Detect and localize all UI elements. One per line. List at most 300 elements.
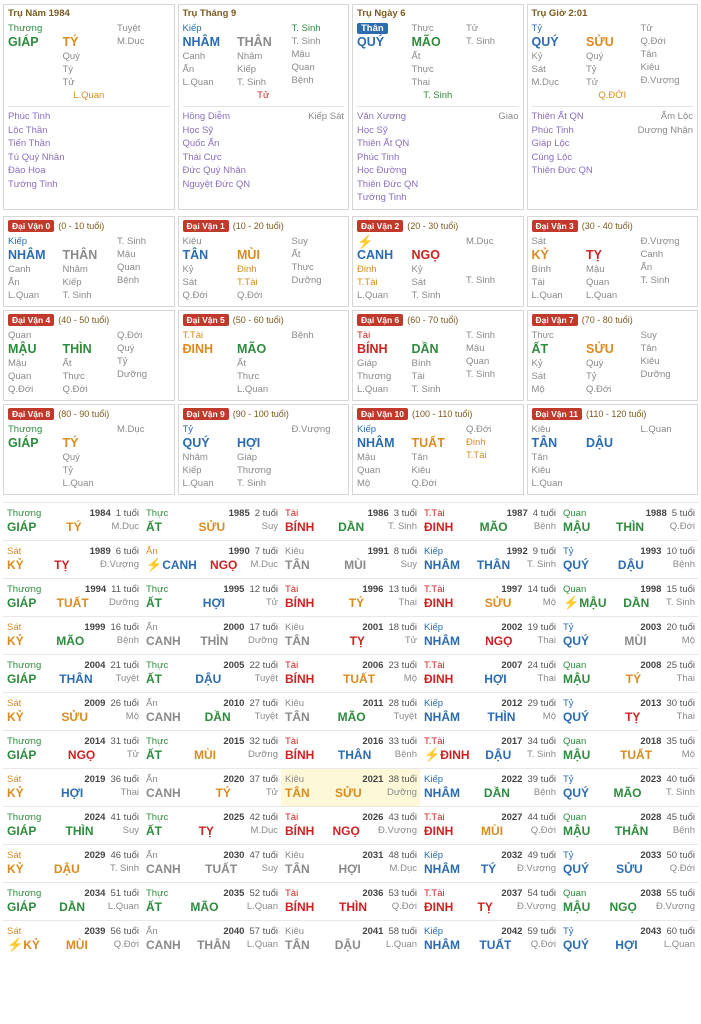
year-cell-1987[interactable] <box>420 502 559 540</box>
year-cell-top-2035 <box>146 887 278 900</box>
year-row-9 <box>3 844 698 882</box>
year-number-2041: 2041 <box>362 925 384 937</box>
year-cell-2020[interactable] <box>142 768 281 806</box>
year-god-2001: Kiêu <box>285 621 305 633</box>
year-stem-2039: KỶ <box>23 937 40 952</box>
year-phase-2026: Đ.Vượng <box>378 824 417 836</box>
year-cell-2031[interactable] <box>281 844 420 882</box>
year-cell-2011[interactable] <box>281 692 420 730</box>
year-cell-bottom-2019 <box>7 786 139 800</box>
luck-pillar-card-8[interactable] <box>3 404 175 495</box>
luck-5-col1-line-0: T.Tài <box>182 329 204 341</box>
year-number-1991: 1991 <box>367 545 389 557</box>
year-god-2017: T.Tài <box>424 735 445 747</box>
luck-pillar-card-11[interactable] <box>527 404 699 495</box>
luck-3-col2-line-4: L.Quan <box>586 289 618 301</box>
year-phase-2042: Q.Đới <box>530 938 556 950</box>
year-cell-bottom-2005 <box>146 672 278 686</box>
year-cell-1997[interactable] <box>420 578 559 616</box>
star-left-4: Học Đường <box>357 165 407 176</box>
year-phase-2017: T. Sinh <box>526 748 556 760</box>
year-cell-2040[interactable] <box>142 920 281 958</box>
year-cell-top-2041 <box>285 925 417 938</box>
year-age-1989: 6 tuổi <box>115 545 139 557</box>
year-cell-bottom-2020 <box>146 786 278 800</box>
luck-1-col1-line-1: TÂN <box>182 247 209 262</box>
year-age-2000: 17 tuổi <box>249 621 278 633</box>
year-branch-2004: THÂN <box>59 671 93 686</box>
year-age-2022: 39 tuổi <box>527 773 556 785</box>
luck-pillar-card-4[interactable] <box>3 310 175 401</box>
year-cell-2037[interactable] <box>420 882 559 920</box>
pillar-2-col2-line-3: Thực <box>411 64 434 75</box>
year-cell-2003[interactable] <box>559 616 698 654</box>
luck-9-col3-blank-3 <box>292 462 345 475</box>
luck-10-col2-line-4: Q.Đới <box>411 477 437 489</box>
year-phase-1999: Bệnh <box>116 634 139 646</box>
luck-1-col2 <box>237 235 290 302</box>
year-stem-2002: NHÂM <box>424 633 460 648</box>
year-cell-2010[interactable] <box>142 692 281 730</box>
luck-10-col3-line-0: Q.Đới <box>466 423 492 435</box>
year-branch-2024: THÌN <box>65 823 94 838</box>
year-branch-2022: DẦN <box>483 785 510 800</box>
year-age-2013: 30 tuổi <box>666 697 695 709</box>
year-number-2013: 2013 <box>640 697 662 709</box>
luck-8-col2-line-2: Quý <box>62 451 80 463</box>
luck-10-col3-line-1: Đinh <box>466 436 486 448</box>
year-phase-2004: Tuyệt <box>115 672 139 684</box>
year-number-1986: 1986 <box>367 507 389 519</box>
year-god-2037: T.Tài <box>424 887 445 899</box>
year-cell-2000[interactable] <box>142 616 281 654</box>
year-stem-1992: NHÂM <box>424 557 460 572</box>
year-cell-bottom-2031 <box>285 862 417 876</box>
pillar-2-divider <box>357 106 519 107</box>
luck-3-col1-line-1: KỶ <box>531 247 549 262</box>
year-cell-2033[interactable] <box>559 844 698 882</box>
luck-6-col1-line-2: Giáp <box>357 357 378 369</box>
year-row-3 <box>3 616 698 654</box>
luck-4-col3-line-1: Quý <box>117 342 135 354</box>
star-left-0: Phúc Tinh <box>8 111 51 122</box>
luck-5-col3-blank-1 <box>292 342 345 355</box>
year-cell-top-1985 <box>146 507 278 520</box>
luck-pillar-range-10: (100 - 110 tuổi) <box>412 408 473 419</box>
luck-pillar-card-9[interactable] <box>178 404 350 495</box>
year-age-2041: 58 tuổi <box>388 925 417 937</box>
pillar-0-col3-blank-2 <box>117 48 170 61</box>
year-branch-2020: TÝ <box>215 785 231 800</box>
pillar-card-2[interactable] <box>352 4 524 210</box>
luck-pillar-card-6[interactable] <box>352 310 524 401</box>
year-cell-2028[interactable] <box>559 806 698 844</box>
year-age-2012: 29 tuổi <box>527 697 556 709</box>
year-cell-2018[interactable] <box>559 730 698 768</box>
year-stem-1998: MẬU <box>579 595 607 610</box>
luck-pillar-card-1[interactable] <box>178 216 350 307</box>
pillar-card-1[interactable] <box>178 4 350 210</box>
year-branch-2038: NGỌ <box>609 899 637 914</box>
luck-4-col2-line-2: Ất <box>62 357 72 369</box>
luck-pillar-range-0: (0 - 10 tuổi) <box>58 220 105 231</box>
luck-5-col2 <box>237 329 290 396</box>
year-cell-2013[interactable] <box>559 692 698 730</box>
year-cell-1993[interactable] <box>559 540 698 578</box>
year-god-2020: Ấn <box>146 773 158 785</box>
year-number-2000: 2000 <box>223 621 245 633</box>
luck-7-col1-line-0: Thực <box>531 329 554 341</box>
year-cell-2014[interactable] <box>3 730 142 768</box>
year-branch-1997: SỬU <box>484 595 512 610</box>
year-cell-2006[interactable] <box>281 654 420 692</box>
luck-6-col3-line-3: T. Sinh <box>466 368 496 380</box>
luck-pillars-grid <box>3 216 698 495</box>
pillar-2-col1-tag-0: Thân <box>357 22 410 35</box>
year-god-2002: Kiếp <box>424 621 444 633</box>
year-number-2032: 2032 <box>501 849 523 861</box>
luck-pillar-card-2[interactable] <box>352 216 524 307</box>
year-row-0 <box>3 502 698 540</box>
year-god-2010: Ấn <box>146 697 158 709</box>
year-phase-2023: T. Sinh <box>665 786 695 798</box>
year-cell-2027[interactable] <box>420 806 559 844</box>
luck-5-col3-line-0: Bệnh <box>291 329 314 341</box>
year-branch-2027: MÙI <box>481 823 504 838</box>
year-cell-top-2024 <box>7 811 139 824</box>
year-cell-2030[interactable] <box>142 844 281 882</box>
luck-1-col1-line-3: Sát <box>182 276 197 288</box>
year-cell-top-2016 <box>285 735 417 748</box>
year-cell-2012[interactable] <box>420 692 559 730</box>
year-stem-2012: NHÂM <box>424 709 460 724</box>
year-age-2018: 35 tuổi <box>666 735 695 747</box>
year-cell-2043[interactable] <box>559 920 698 958</box>
year-cell-top-2034 <box>7 887 139 900</box>
year-age-1986: 3 tuổi <box>393 507 417 519</box>
star-left-3: Cúng Lộc <box>531 151 573 163</box>
year-phase-2016: Bệnh <box>394 748 417 760</box>
year-cell-2025[interactable] <box>142 806 281 844</box>
year-branch-2031: HỢI <box>338 861 361 876</box>
year-branch-1994: TUẤT <box>56 595 89 610</box>
pillar-1-star-row-5 <box>183 178 345 192</box>
year-age-2021: 38 tuổi <box>388 773 417 785</box>
star-left-1: Học Sỹ <box>357 124 388 136</box>
year-phase-2009: Mộ <box>125 710 139 722</box>
year-cell-1996[interactable] <box>281 578 420 616</box>
year-branch-2013: TỴ <box>625 709 641 724</box>
luck-4-col2-line-3: Thực <box>62 370 85 382</box>
year-branch-1990: NGỌ <box>210 557 238 572</box>
luck-11-col1-line-2: Tân <box>531 451 548 463</box>
luck-4-col2 <box>63 329 116 396</box>
luck-pillar-card-3[interactable] <box>527 216 699 307</box>
year-stem-2015: ẤT <box>146 747 162 762</box>
year-age-1994: 11 tuổi <box>111 583 139 595</box>
pillar-2-col2-line-2: Ất <box>411 51 421 62</box>
year-phase-2034: L.Quan <box>107 900 139 912</box>
luck-pillar-badge-7: Đại Vận 7 <box>532 314 578 326</box>
pillar-0-col1-blank-4 <box>8 76 61 89</box>
year-branch-2030: TUẤT <box>205 861 238 876</box>
year-branch-2014: NGỌ <box>67 747 96 762</box>
luck-2-col2-line-4: T. Sinh <box>411 289 441 301</box>
luck-7-col2-line-1: SỬU <box>586 341 614 356</box>
year-cell-1988[interactable] <box>559 502 698 540</box>
year-cell-bottom-1988 <box>563 520 695 534</box>
luck-8-col1-blank-2 <box>8 451 61 464</box>
lightning-icon: ⚡ <box>7 936 24 952</box>
luck-pillar-header-0 <box>8 220 170 232</box>
year-cell-top-2001 <box>285 621 417 634</box>
year-phase-2033: Q.Đới <box>669 862 695 874</box>
year-phase-1993: Bệnh <box>672 558 695 570</box>
year-stem-2022: NHÂM <box>424 785 460 800</box>
pillar-1-col2-line-1: THÂN <box>237 35 272 49</box>
pillar-2-col2-line-0: Thực <box>411 23 434 34</box>
year-cell-2019[interactable] <box>3 768 142 806</box>
year-row-8 <box>3 806 698 844</box>
year-cell-1984[interactable] <box>3 502 142 540</box>
pillar-1-divider <box>183 106 345 107</box>
year-phase-2032: Đ.Vượng <box>517 862 556 874</box>
luck-pillar-card-7[interactable] <box>527 310 699 401</box>
year-cell-2024[interactable] <box>3 806 142 844</box>
year-branch-2005: DẬU <box>195 671 222 686</box>
year-number-1989: 1989 <box>89 545 111 557</box>
pillar-0-star-row-0 <box>8 110 170 124</box>
year-god-2023: Tỷ <box>563 773 574 785</box>
luck-pillar-header-8 <box>8 408 170 420</box>
year-cell-2029[interactable] <box>3 844 142 882</box>
year-cell-1994[interactable] <box>3 578 142 616</box>
pillar-3-col3-line-1: Q.Đới <box>640 36 666 47</box>
year-number-1987: 1987 <box>506 507 528 519</box>
year-branch-2023: MÃO <box>613 785 642 800</box>
year-branch-2026: NGỌ <box>332 823 360 838</box>
year-god-2028: Quan <box>563 811 587 823</box>
year-cell-1992[interactable] <box>420 540 559 578</box>
year-god-1998: Quan <box>563 583 587 595</box>
year-age-2024: 41 tuổi <box>110 811 139 823</box>
year-stem-2004: GIÁP <box>7 671 37 686</box>
year-age-2011: 28 tuổi <box>388 697 417 709</box>
year-stem-1994: GIÁP <box>7 595 37 610</box>
year-stem-2006: BÍNH <box>285 671 315 686</box>
year-cell-2002[interactable] <box>420 616 559 654</box>
luck-5-col2-line-2: Ất <box>237 357 246 369</box>
year-phase-1995: Tử <box>265 596 278 608</box>
luck-pillar-card-10[interactable] <box>352 404 524 495</box>
year-age-2009: 26 tuổi <box>110 697 139 709</box>
year-cell-bottom-2008 <box>563 672 695 686</box>
year-phase-2003: Mộ <box>681 634 695 646</box>
pillar-1-col2-line-2: Nhâm <box>237 51 263 62</box>
year-cell-top-2025 <box>146 811 278 824</box>
luck-pillar-header-3 <box>532 220 694 232</box>
year-number-2033: 2033 <box>640 849 662 861</box>
luck-pillar-range-2: (20 - 30 tuổi) <box>407 220 459 231</box>
year-cell-bottom-2027 <box>424 824 556 838</box>
luck-11-col3-blank-1 <box>641 436 694 449</box>
year-age-2040: 57 tuổi <box>249 925 278 937</box>
year-cell-top-2008 <box>563 659 695 672</box>
year-stem-2037: ĐINH <box>424 899 454 914</box>
year-cell-2023[interactable] <box>559 768 698 806</box>
year-phase-1984: M.Dục <box>111 520 139 532</box>
luck-7-col3-line-1: Tân <box>640 342 657 354</box>
luck-10-col2 <box>412 423 465 490</box>
year-branch-2002: NGỌ <box>485 633 513 648</box>
year-cell-1989[interactable] <box>3 540 142 578</box>
pillar-3-star-row-4 <box>532 164 694 178</box>
year-cell-top-2023 <box>563 773 695 786</box>
pillar-card-3[interactable] <box>527 4 699 210</box>
year-number-1992: 1992 <box>506 545 528 557</box>
year-age-2032: 49 tuổi <box>527 849 556 861</box>
year-cell-bottom-2007 <box>424 672 556 686</box>
star-right-0: Giao <box>498 111 519 122</box>
year-cell-2017[interactable] <box>420 730 559 768</box>
luck-4-col1-line-4: Q.Đới <box>8 383 34 395</box>
luck-6-col2-line-3: Tài <box>411 370 425 382</box>
year-cell-bottom-1998 <box>563 596 695 610</box>
year-god-1996: Tài <box>285 583 299 595</box>
luck-4-col1-line-1: MẬU <box>8 341 37 356</box>
year-cell-2015[interactable] <box>142 730 281 768</box>
year-cell-2038[interactable] <box>559 882 698 920</box>
year-branch-2015: MÙI <box>193 747 216 762</box>
luck-7-col3-line-3: Dưỡng <box>640 368 671 380</box>
pillar-title-3: Trụ Giờ 2:01 <box>531 8 588 19</box>
luck-10-col2-blank-0 <box>412 423 465 436</box>
year-cell-1995[interactable] <box>142 578 281 616</box>
star-left-4: Đào Hoa <box>8 165 46 176</box>
luck-pillar-badge-4: Đại Vận 4 <box>8 314 54 326</box>
lightning-icon: ⚡ <box>424 746 441 762</box>
year-cell-2041[interactable] <box>281 920 420 958</box>
year-branch-2016: THÂN <box>337 747 372 762</box>
luck-7-col2 <box>586 329 639 396</box>
year-cell-2001[interactable] <box>281 616 420 654</box>
luck-2-col3 <box>466 235 519 302</box>
year-cell-top-2039 <box>7 925 139 938</box>
year-number-2030: 2030 <box>223 849 245 861</box>
year-cell-1990[interactable] <box>142 540 281 578</box>
year-cell-2022[interactable] <box>420 768 559 806</box>
year-age-1988: 5 tuổi <box>671 507 695 519</box>
year-cell-top-2000 <box>146 621 278 634</box>
pillar-2-col3-blank-4 <box>466 74 519 87</box>
luck-6-col2-blank-0 <box>412 329 465 342</box>
year-number-2010: 2010 <box>223 697 245 709</box>
luck-4-col1-line-2: Mậu <box>8 357 27 369</box>
star-left-1: Phúc Tinh <box>531 124 574 136</box>
luck-0-col1-line-2: Canh <box>8 263 31 275</box>
year-phase-1989: Đ.Vượng <box>99 558 139 570</box>
year-cell-1985[interactable] <box>142 502 281 540</box>
year-god-2006: Tài <box>285 659 299 671</box>
year-cell-bottom-1990 <box>146 558 278 572</box>
year-cell-top-2010 <box>146 697 278 710</box>
luck-11-col3-line-0: L.Quan <box>640 423 672 435</box>
year-branch-2011: MÃO <box>337 709 366 724</box>
year-cell-1991[interactable] <box>281 540 420 578</box>
year-age-2027: 44 tuổi <box>527 811 556 823</box>
year-god-1994: Thương <box>7 583 42 595</box>
year-cell-2007[interactable] <box>420 654 559 692</box>
year-number-2008: 2008 <box>640 659 662 671</box>
year-cell-bottom-1989 <box>7 558 139 572</box>
pillar-3-col1-line-4: M.Dục <box>531 77 559 88</box>
year-age-2026: 43 tuổi <box>388 811 417 823</box>
year-cell-2036[interactable] <box>281 882 420 920</box>
year-cell-2026[interactable] <box>281 806 420 844</box>
year-cell-2004[interactable] <box>3 654 142 692</box>
year-number-1999: 1999 <box>84 621 106 633</box>
luck-10-col2-line-1: TUẤT <box>411 435 445 450</box>
year-stem-1987: ĐINH <box>424 519 454 534</box>
year-cell-bottom-1993 <box>563 558 695 572</box>
luck-3-col2-line-3: Quan <box>586 276 610 288</box>
star-left-5: Nguyệt Đức QN <box>182 178 251 190</box>
luck-4-col3 <box>117 329 170 396</box>
year-cell-2016[interactable] <box>281 730 420 768</box>
year-cell-2008[interactable] <box>559 654 698 692</box>
year-cell-2042[interactable] <box>420 920 559 958</box>
star-left-2: Thiên Ất QN <box>357 138 410 149</box>
year-number-2007: 2007 <box>501 659 523 671</box>
luck-pillar-card-0[interactable] <box>3 216 175 307</box>
year-god-1987: T.Tài <box>424 507 445 519</box>
luck-pillar-badge-6: Đại Vận 6 <box>357 314 403 326</box>
lightning-icon: ⚡ <box>563 594 580 610</box>
year-cell-bottom-1999 <box>7 634 139 648</box>
year-cell-2005[interactable] <box>142 654 281 692</box>
year-cell-1998[interactable] <box>559 578 698 616</box>
luck-11-col1-line-4: L.Quan <box>531 477 563 489</box>
year-cell-2032[interactable] <box>420 844 559 882</box>
luck-8-col1 <box>8 423 61 490</box>
year-cell-2034[interactable] <box>3 882 142 920</box>
pillar-3-star-row-0 <box>532 110 694 124</box>
luck-1-col3-line-2: Thực <box>291 261 314 273</box>
year-cell-2039[interactable] <box>3 920 142 958</box>
luck-8-col2 <box>63 423 116 490</box>
year-age-2004: 21 tuổi <box>110 659 139 671</box>
pillar-2-star-row-5 <box>357 178 519 192</box>
year-branch-2021: SỬU <box>335 785 362 800</box>
year-cell-1999[interactable] <box>3 616 142 654</box>
year-branch-2037: TỴ <box>477 899 493 914</box>
year-cell-2009[interactable] <box>3 692 142 730</box>
luck-pillar-header-7 <box>532 314 694 326</box>
year-cell-2021[interactable] <box>281 768 420 806</box>
pillar-card-0[interactable] <box>3 4 175 210</box>
year-cell-1986[interactable] <box>281 502 420 540</box>
year-branch-1989: TỴ <box>54 557 70 572</box>
luck-pillar-header-5 <box>183 314 345 326</box>
year-number-1994: 1994 <box>85 583 107 595</box>
luck-pillar-card-5[interactable] <box>178 310 350 401</box>
year-cell-2035[interactable] <box>142 882 281 920</box>
pillar-3-col1 <box>532 22 585 89</box>
luck-pillar-badge-9: Đại Vận 9 <box>183 408 229 420</box>
year-age-1984: 1 tuổi <box>115 507 139 519</box>
pillar-1-col3-line-4: Bệnh <box>291 75 314 86</box>
year-cell-bottom-2032 <box>424 862 556 876</box>
